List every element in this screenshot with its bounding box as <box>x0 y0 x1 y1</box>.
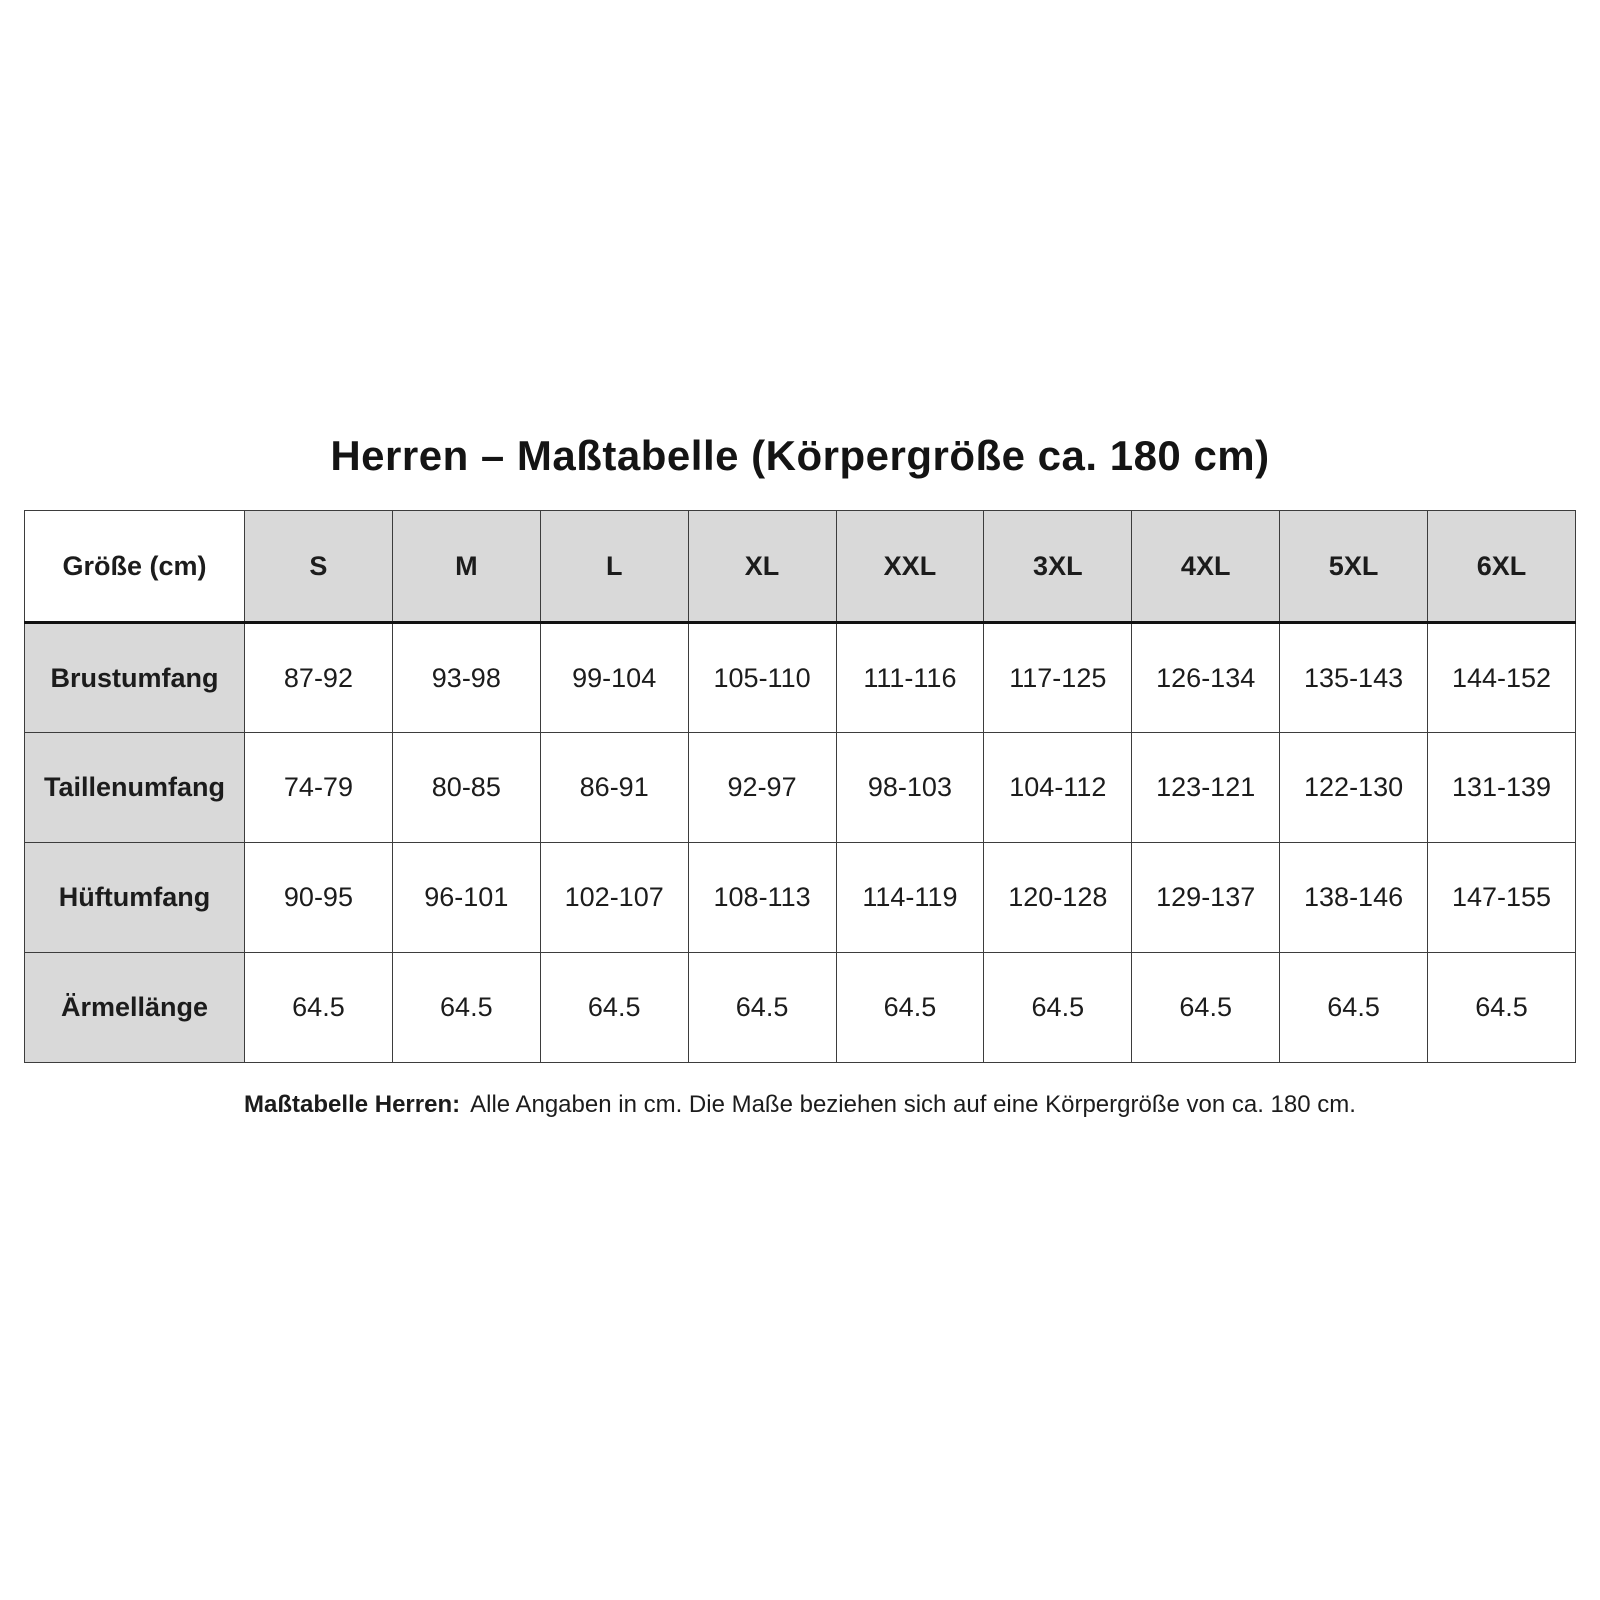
row-label-hueftumfang: Hüftumfang <box>25 843 245 953</box>
footnote <box>0 1091 1600 1119</box>
table-cell: 64.5 <box>1280 953 1428 1063</box>
row-label-taillenumfang: Taillenumfang <box>25 733 245 843</box>
table-row-brustumfang <box>25 623 1576 733</box>
table-cell: 111-116 <box>836 623 984 733</box>
table-cell: 117-125 <box>984 623 1132 733</box>
size-header-xxl: XXL <box>836 511 984 623</box>
table-cell: 126-134 <box>1132 623 1280 733</box>
table-cell: 87-92 <box>245 623 393 733</box>
page-title: Herren – Maßtabelle (Körpergröße ca. 180 cm) <box>330 432 1270 479</box>
table-cell: 105-110 <box>688 623 836 733</box>
table-cell: 144-152 <box>1428 623 1576 733</box>
table-cell: 98-103 <box>836 733 984 843</box>
table-cell: 120-128 <box>984 843 1132 953</box>
size-header-5xl: 5XL <box>1280 511 1428 623</box>
table-cell: 104-112 <box>984 733 1132 843</box>
row-label-brustumfang: Brustumfang <box>25 623 245 733</box>
table-cell: 64.5 <box>1132 953 1280 1063</box>
footnote-lead: Maßtabelle Herren: <box>244 1091 461 1118</box>
table-cell: 96-101 <box>392 843 540 953</box>
table-cell: 74-79 <box>245 733 393 843</box>
table-cell: 64.5 <box>984 953 1132 1063</box>
table-cell: 80-85 <box>392 733 540 843</box>
row-label-aermellaenge: Ärmellänge <box>25 953 245 1063</box>
table-cell: 93-98 <box>392 623 540 733</box>
table-cell: 90-95 <box>245 843 393 953</box>
table-cell: 64.5 <box>392 953 540 1063</box>
table-cell: 64.5 <box>1428 953 1576 1063</box>
table-cell: 64.5 <box>245 953 393 1063</box>
table-cell: 122-130 <box>1280 733 1428 843</box>
table-cell: 86-91 <box>540 733 688 843</box>
size-header-3xl: 3XL <box>984 511 1132 623</box>
size-header-4xl: 4XL <box>1132 511 1280 623</box>
table-cell: 102-107 <box>540 843 688 953</box>
table-cell: 114-119 <box>836 843 984 953</box>
table-cell: 138-146 <box>1280 843 1428 953</box>
table-cell: 123-121 <box>1132 733 1280 843</box>
size-chart-table <box>24 510 1576 1063</box>
size-header-xl: XL <box>688 511 836 623</box>
table-cell: 64.5 <box>836 953 984 1063</box>
table-cell: 129-137 <box>1132 843 1280 953</box>
table-cell: 135-143 <box>1280 623 1428 733</box>
size-header-6xl: 6XL <box>1428 511 1576 623</box>
table-cell: 147-155 <box>1428 843 1576 953</box>
table-row-taillenumfang <box>25 733 1576 843</box>
size-header-s: S <box>245 511 393 623</box>
size-header-l: L <box>540 511 688 623</box>
size-header-m: M <box>392 511 540 623</box>
table-row-hueftumfang <box>25 843 1576 953</box>
corner-header-cell: Größe (cm) <box>25 511 245 623</box>
table-cell: 99-104 <box>540 623 688 733</box>
table-cell: 108-113 <box>688 843 836 953</box>
table-header-row <box>25 511 1576 623</box>
table-cell: 92-97 <box>688 733 836 843</box>
table-cell: 64.5 <box>540 953 688 1063</box>
table-cell: 131-139 <box>1428 733 1576 843</box>
footnote-text: Alle Angaben in cm. Die Maße beziehen sich auf eine Körpergröße von ca. 180 cm. <box>470 1091 1356 1118</box>
table-row-aermellaenge <box>25 953 1576 1063</box>
table-cell: 64.5 <box>688 953 836 1063</box>
